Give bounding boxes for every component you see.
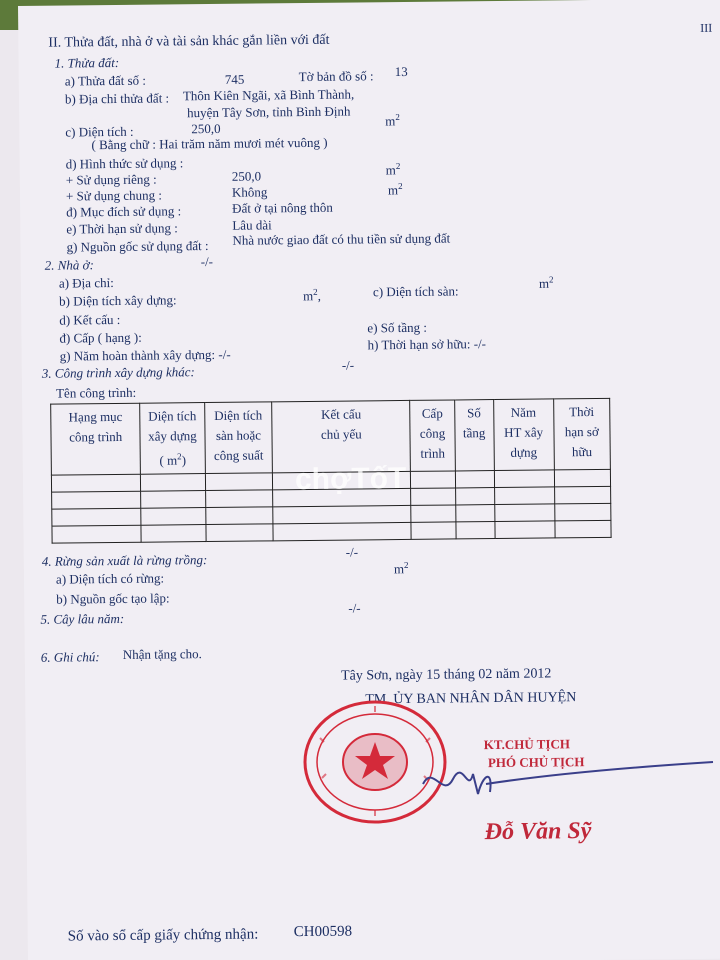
s2-d: d) Kết cấu : (59, 311, 121, 328)
s2-e: e) Số tầng : (367, 319, 428, 336)
s1-e-label: e) Thời hạn sử dụng : (66, 220, 178, 237)
sign-role2: PHÓ CHỦ TỊCH (487, 754, 585, 771)
s4-b: b) Nguồn gốc tạo lập: (56, 590, 170, 607)
s6-title: 6. Ghi chú: (40, 649, 100, 665)
s1-b-value1: Thôn Kiên Ngãi, xã Bình Thành, (182, 86, 355, 104)
s1-g-value: Nhà nước giao đất có thu tiền sử dụng đất (232, 230, 451, 248)
sign-role1: KT.CHỦ TỊCH (483, 736, 571, 753)
s2-g: g) Năm hoàn thành xây dựng: -/- (59, 346, 231, 364)
th-dien-tich-xd: Diện tích xây dựng ( $m^2$) (140, 403, 205, 475)
s3-dash: -/- (341, 357, 355, 373)
s1-dd-label: đ) Mục đích sử dụng : (66, 203, 182, 220)
s1-b-value2: huyện Tây Sơn, tỉnh Bình Định (187, 103, 351, 121)
s2-c-unit: $m^2$ (538, 274, 554, 291)
s2-b: b) Diện tích xây dựng: (59, 292, 177, 309)
s1-d-label: d) Hình thức sử dụng : (65, 155, 184, 172)
s1-map-label: Tờ bản đồ số : (298, 68, 374, 85)
s1-b-label: b) Địa chỉ thửa đất : (64, 90, 170, 107)
s1-dd-value: Đất ở tại nông thôn (232, 199, 333, 216)
s1-c-value: 250,0 (191, 120, 221, 137)
s4-a: a) Diện tích có rừng: (55, 570, 165, 587)
s1-title: 1. Thửa đất: (54, 54, 120, 71)
th-nam-ht: Năm HT xây dựng (493, 399, 554, 471)
place-date: Tây Sơn, ngày 15 tháng 02 năm 2012 (340, 666, 552, 684)
s6-value: Nhận tặng cho. (122, 646, 202, 662)
cert-value: CH00598 (293, 923, 353, 941)
s1-c-label: c) Diện tích : (65, 123, 134, 140)
s1-a-value: 745 (224, 71, 245, 87)
watermark: chợTốT (294, 461, 407, 497)
s4-unit: $m^2$ (393, 559, 409, 577)
s5-dash: -/- (348, 600, 361, 616)
s1-map-value: 13 (394, 63, 408, 80)
s1-e-value: Lâu dài (232, 217, 272, 233)
s5-title: 5. Cây lâu năm: (40, 610, 125, 627)
s2-b-unit: $m^2$, (302, 286, 322, 304)
s2-f: đ) Cấp ( hạng ): (59, 329, 142, 346)
s2-title: 2. Nhà ở: (44, 257, 94, 273)
th-so-tang: Số tầng (454, 400, 493, 472)
th-ket-cau: Kết cấu chủ yếu (272, 400, 411, 473)
sign-org: TM. ỦY BAN NHÂN DÂN HUYỆN (365, 690, 577, 708)
corner-mark: III (700, 20, 713, 35)
s4-dash: -/- (345, 544, 359, 560)
th-hang-muc: Hạng mục công trình (51, 403, 141, 475)
th-dien-tich-san: Diện tích sàn hoặc công suất (204, 402, 273, 474)
s2-c: c) Diện tích sàn: (372, 283, 459, 300)
s1-d2-label: + Sử dụng chung : (65, 187, 163, 204)
s1-a-label: a) Thửa đất số : (64, 72, 147, 89)
th-cap: Cấp công trình (410, 400, 455, 472)
section-title: II. Thửa đất, nhà ở và tài sản khác gắn liền với đất (48, 32, 330, 51)
s2-a: a) Địa chỉ: (58, 275, 114, 291)
s1-d1-value: 250,0 (231, 168, 262, 184)
s1-d2-value: Không (231, 184, 268, 200)
s1-d1-unit: $m^2$ (385, 161, 401, 178)
s1-g-label: g) Nguồn gốc sử dụng đất : (66, 238, 209, 255)
signer-name: Đỗ Văn Sỹ (484, 818, 592, 846)
s2-dash: -/- (200, 253, 214, 270)
cert-label: Số vào sổ cấp giấy chứng nhận: (67, 926, 259, 945)
s1-c-words: ( Bằng chữ : Hai trăm năm mươi mét vuông ) (91, 134, 328, 153)
s3-name-label: Tên công trình: (55, 384, 137, 401)
s1-d1-label: + Sử dụng riêng : (65, 171, 157, 188)
s2-h: h) Thời hạn sở hữu: -/- (367, 336, 487, 353)
handwritten-signature-icon (418, 754, 718, 814)
s1-c-unit: $m^2$ (385, 112, 400, 129)
th-thoi-han: Thời hạn sở hữu (553, 398, 610, 470)
s3-title: 3. Công trình xây dựng khác: (41, 364, 195, 381)
s4-title: 4. Rừng sản xuất là rừng trồng: (41, 552, 208, 569)
s1-d2-unit: $m^2$ (387, 180, 403, 198)
